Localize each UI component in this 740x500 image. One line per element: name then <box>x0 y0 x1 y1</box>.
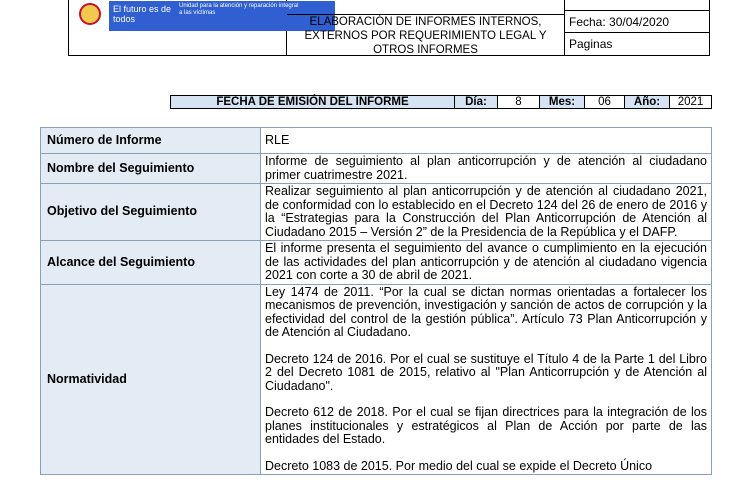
row-label: Nombre del Seguimiento <box>41 154 261 184</box>
row-label: Número de Informe <box>41 128 261 154</box>
coat-of-arms-icon <box>79 3 101 25</box>
regulations-value <box>261 284 712 475</box>
header-meta-top-row <box>565 0 709 11</box>
year-label: Año: <box>625 96 670 108</box>
month-label: Mes: <box>540 96 585 108</box>
table-row <box>41 184 712 241</box>
row-label: Alcance del Seguimiento <box>41 241 261 285</box>
regulation-paragraph: Ley 1474 de 2011. “Por la cual se dictan normas orientadas a fortalecer los mecanismos de prevención, investigación y sanción de actos de corrupción y la efectividad del control de la gestión pública”. Artículo 73 Plan Anticorrupción y de Atención al Ciudadano. <box>265 284 707 339</box>
regulation-paragraph: Decreto 124 de 2016. Por el cual se sustituye el Título 4 de la Parte 1 del Libro 2 del Decreto 1081 de 2015, relativo al "Plan Anticorrupción y de Atención al Ciudadano". <box>265 351 707 393</box>
table-row <box>41 241 712 285</box>
table-row <box>41 128 712 154</box>
day-value: 8 <box>498 96 540 108</box>
scope-value: El informe presenta el seguimiento del avance o cumplimiento en la ejecución de las actividades del plan anticorrupción y de atención al ciudadano vigencia 2021 con corte a 30 de abril de 2021. <box>261 241 712 285</box>
objective-value: Realizar seguimiento al plan anticorrupción y de atención al ciudadano 2021, de conformidad con lo establecido en el Decreto 124 del 26 de enero de 2016 y la “Estrategias para la Construcción del Plan Anticorrupción de Atención al Ciudadano 2015 – Versión 2” de la Presidencia de la República y el DAFP. <box>261 184 712 241</box>
header-title-cell <box>287 0 565 55</box>
table-row <box>41 154 712 184</box>
regulation-paragraph: Decreto 612 de 2018. Por el cual se fijan directrices para la integración de los planes institucionales y estratégicos al Plan de Acción por parte de las entidades del Estado. <box>265 405 707 446</box>
header-meta-cell <box>565 0 709 55</box>
month-value: 06 <box>585 96 625 108</box>
document-header <box>68 0 710 56</box>
header-title-top-row <box>287 0 564 15</box>
day-label: Día: <box>455 96 498 108</box>
report-info-table <box>40 127 712 475</box>
report-number-value: RLE <box>261 128 712 154</box>
emission-date-bar <box>170 95 712 109</box>
row-label: Normatividad <box>41 284 261 475</box>
logo-entity-name: Unidad para la atención y reparación integral a las víctimas <box>179 3 299 16</box>
header-logo-cell <box>69 0 299 55</box>
header-date: Fecha: 30/04/2020 <box>565 11 709 33</box>
year-value: 2021 <box>677 96 704 108</box>
row-label: Objetivo del Seguimiento <box>41 184 261 241</box>
emission-label: FECHA DE EMISIÓN DEL INFORME <box>171 96 455 108</box>
document-title: ELABORACIÓN DE INFORMES INTERNOS, EXTERNOS POR REQUERIMIENTO LEGAL Y OTROS INFORMES <box>304 16 547 56</box>
regulation-paragraph: Decreto 1083 de 2015. Por medio del cual se expide el Decreto Único <box>265 458 653 473</box>
table-row <box>41 284 712 475</box>
tracking-name-value: Informe de seguimiento al plan anticorrupción y de atención al ciudadano primer cuatrimestre 2021. <box>261 154 712 184</box>
header-pages: Paginas <box>569 37 613 51</box>
logo-slogan: El futuro es de todos <box>113 4 172 24</box>
